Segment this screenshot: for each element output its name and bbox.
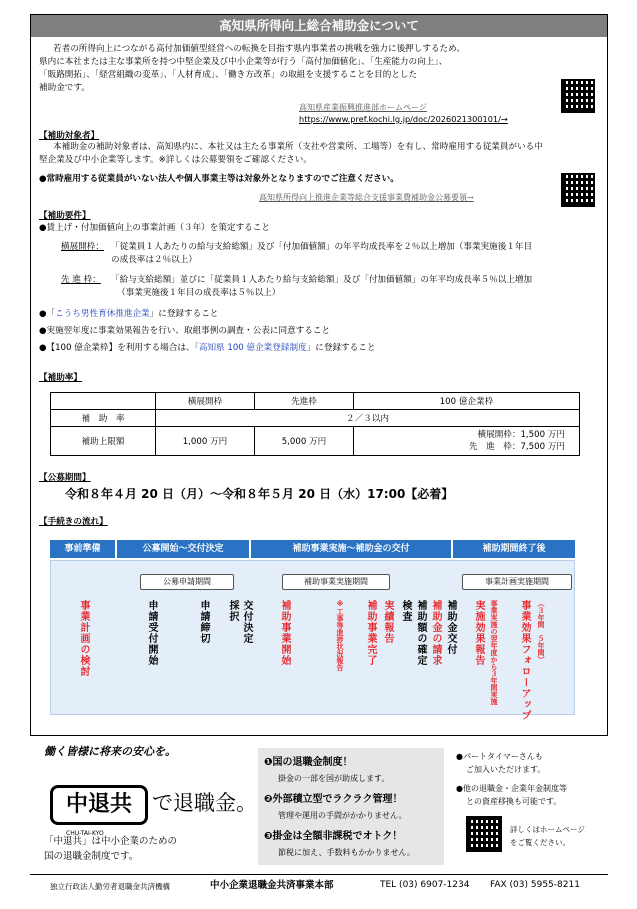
flow-step-progress: ※工事等進捗状況報告 [336, 600, 344, 671]
footer-org-main: 中小企業退職金共済事業本部 [210, 880, 334, 891]
eligible-line-1: 本補助金の補助対象者は、高知県内に、本社又は主たる事業所（支社や営業所、工場等）を有し、常時雇用する従業員がいる中 [53, 142, 543, 152]
point-3-text: 節税に加え、手数料もかかりません。 [278, 848, 415, 857]
page-title: 高知県所得向上総合補助金について [31, 15, 607, 37]
table-header: 横展開枠 [156, 393, 255, 410]
flow-step-decide: 交付決定 [241, 600, 252, 644]
intro-line-4: 補助金です。 [39, 83, 90, 93]
senshin-line-2: （事業実施後１年目の成長率は５％以上） [117, 288, 281, 298]
flow-step-close: 申請締切 [198, 600, 209, 644]
ad-desc-1: 「中退共」は中小企業のための [44, 836, 178, 847]
requirement-ikukyu: ●「こうち男性育休推進企業」に登録すること [39, 309, 219, 319]
point-1-text: 掛金の一部を国が助成します。 [278, 774, 390, 783]
intro-line-1: 若者の所得向上につながる高付加価値型経営への転換を目指す県内事業者の挑戦を強力に後押しするため、 [53, 44, 465, 54]
flow-stage-implementation: 補助事業実施～補助金の交付 [251, 540, 451, 558]
flow-step-follow: 事業効果フォローアップ [519, 600, 530, 721]
senshin-line-1: 「給与支給総額」並びに「従業員１人あたり給与支給総額」及び「付加価値額」の年平均成長率５％以上増加 [111, 275, 533, 285]
footer-divider [30, 874, 608, 875]
flow-step-confirm: 補助額の確定 [415, 600, 426, 666]
side-note-1b: ご加入いただけます。 [466, 765, 546, 774]
hp-note-2: をご覧ください。 [510, 838, 570, 847]
chutaikyo-logo: 中退共 [50, 785, 148, 825]
requirement-100oku: ●【100 億企業枠】を利用する場合は、「高知県 100 億企業登録制度」に登録すること [39, 343, 376, 353]
yokoten-line-1: 「従業員１人あたりの給与支給総額」及び「付加価値額」の年平均成長率を２％以上増加（事業実施後１年目 [111, 242, 533, 252]
requirement-report: ●実施翌年度に事業効果報告を行い、取組事例の調査・公表に同意すること [39, 326, 331, 336]
yokoten-line-2: の成長率は２％以上） [111, 255, 197, 265]
point-2-text: 管理や運用の手間がかかりません。 [278, 811, 407, 820]
flow-step-adopt: 採択 [227, 600, 238, 622]
100oku-link[interactable]: 高知県 100 億企業登録制度 [198, 343, 307, 353]
footer-fax: FAX (03) 5955-8211 [490, 880, 580, 890]
point-1-title: ❶国の退職金制度！ [264, 757, 353, 768]
qr-code-icon[interactable] [466, 816, 502, 852]
side-note-2b: との資産移換も可能です。 [466, 797, 562, 806]
ad-tagline: 働く皆様に将来の安心を。 [44, 745, 176, 758]
flow-step-follow-note: （３年間 ５年間） [537, 600, 545, 663]
flow-step-plan: 事業計画の検討 [78, 600, 89, 677]
intro-line-2: 県内に本社または主な事業所を持つ中堅企業及び中小企業等が行う「高付加価値化」、「生産能力の向上」、 [39, 57, 448, 67]
flow-step-inspect: 検査 [400, 600, 411, 622]
flow-stage-prep: 事前準備 [50, 540, 115, 558]
intro-line-3: 「販路開拓」、「経営組織の変革」、「人材育成」、「働き方改革」の取組を支援することを目的とした [39, 70, 418, 80]
flow-stage-after: 補助期間終了後 [453, 540, 575, 558]
side-note-2a: ●他の退職金・企業年金制度等 [456, 784, 567, 793]
logo-sub: CHU-TAI-KYO [66, 830, 104, 837]
table-cell: 横展開枠：1,500 万円 先 進 枠：7,500 万円 [353, 427, 579, 456]
period-text: 令和８年４月 20 日（月）～令和８年５月 20 日（水）17:00【必着】 [65, 487, 454, 501]
flow-step-effect-note: 事業実施の翌年度から３年間実施 [490, 600, 498, 705]
table-cell: 5,000 万円 [254, 427, 353, 456]
flow-step-finish: 補助事業完了 [365, 600, 376, 666]
footer-tel: TEL (03) 6907-1234 [380, 880, 470, 890]
flow-sub-plan: 事業計画実施期間 [462, 574, 572, 590]
rate-heading: 【補助率】 [39, 373, 82, 383]
flow-sub-application: 公募申請期間 [140, 574, 234, 590]
table-cell: 1,000 万円 [156, 427, 255, 456]
table-cell: 補 助 率 [51, 410, 156, 427]
hp-link-url[interactable]: https://www.pref.kochi.lg.jp/doc/2026021300101/→ [299, 114, 508, 124]
requirement-plan: ●賃上げ・付加価値向上の事業計画（３年）を策定すること [39, 223, 270, 233]
flow-step-request: 補助金の請求 [430, 600, 441, 666]
senshin-label: 先 進 枠： [61, 275, 101, 285]
period-heading: 【公募期間】 [39, 473, 91, 483]
eligible-note: ●常時雇用する従業員がいない法人や個人事業主等は対象外となりますのでご注意ください。 [39, 174, 399, 184]
eligible-heading: 【補助対象者】 [39, 131, 100, 141]
flow-step-start: 補助事業開始 [279, 600, 290, 666]
qr-code-icon[interactable] [561, 79, 595, 113]
hp-link-label[interactable]: 高知県産業振興推進部ホームページ [299, 103, 427, 112]
flow-stage-application: 公募開始～交付決定 [117, 540, 249, 558]
eligible-line-2: 堅企業及び中小企業等します。※詳しくは公募要領をご確認ください。 [39, 155, 312, 165]
yokoten-label: 横展開枠： [61, 242, 104, 252]
qr-code-icon[interactable] [561, 173, 595, 207]
table-row [51, 427, 580, 456]
flow-step-report: 実績報告 [382, 600, 393, 644]
requirements-heading: 【補助要件】 [39, 211, 91, 221]
table-cell [51, 393, 156, 410]
hp-note-1: 詳しくはホームページ [510, 825, 585, 834]
table-cell: 補助上限額 [51, 427, 156, 456]
table-row [51, 410, 580, 427]
rate-table [50, 392, 580, 456]
footer-org-small: 独立行政法人勤労者退職金共済機構 [50, 882, 170, 891]
flow-step-effect: 実施効果報告 [473, 600, 484, 666]
flow-step-accept: 申請受付開始 [146, 600, 157, 666]
table-header: 先進枠 [254, 393, 353, 410]
ad-desc-2: 国の退職金制度です。 [44, 851, 139, 862]
flow-heading: 【手続きの流れ】 [39, 517, 108, 527]
flow-step-pay: 補助金交付 [445, 600, 456, 655]
ikukyu-link[interactable]: こうち男性育休推進企業 [55, 309, 150, 319]
table-cell: ２／３以内 [156, 410, 580, 427]
table-header: 100 億企業枠 [353, 393, 579, 410]
table-row [51, 393, 580, 410]
point-3-title: ❸掛金は全額非課税でオトク！ [264, 831, 403, 842]
point-2-title: ❷外部積立型でラクラク管理！ [264, 794, 403, 805]
side-note-1a: ●パートタイマーさんも [456, 752, 543, 761]
flow-sub-implementation: 補助事業実施期間 [282, 574, 390, 590]
guideline-link[interactable]: 高知県所得向上推進企業等総合支援事業費補助金公募要領→ [259, 193, 474, 202]
logo-suffix: で退職金。 [152, 791, 257, 815]
